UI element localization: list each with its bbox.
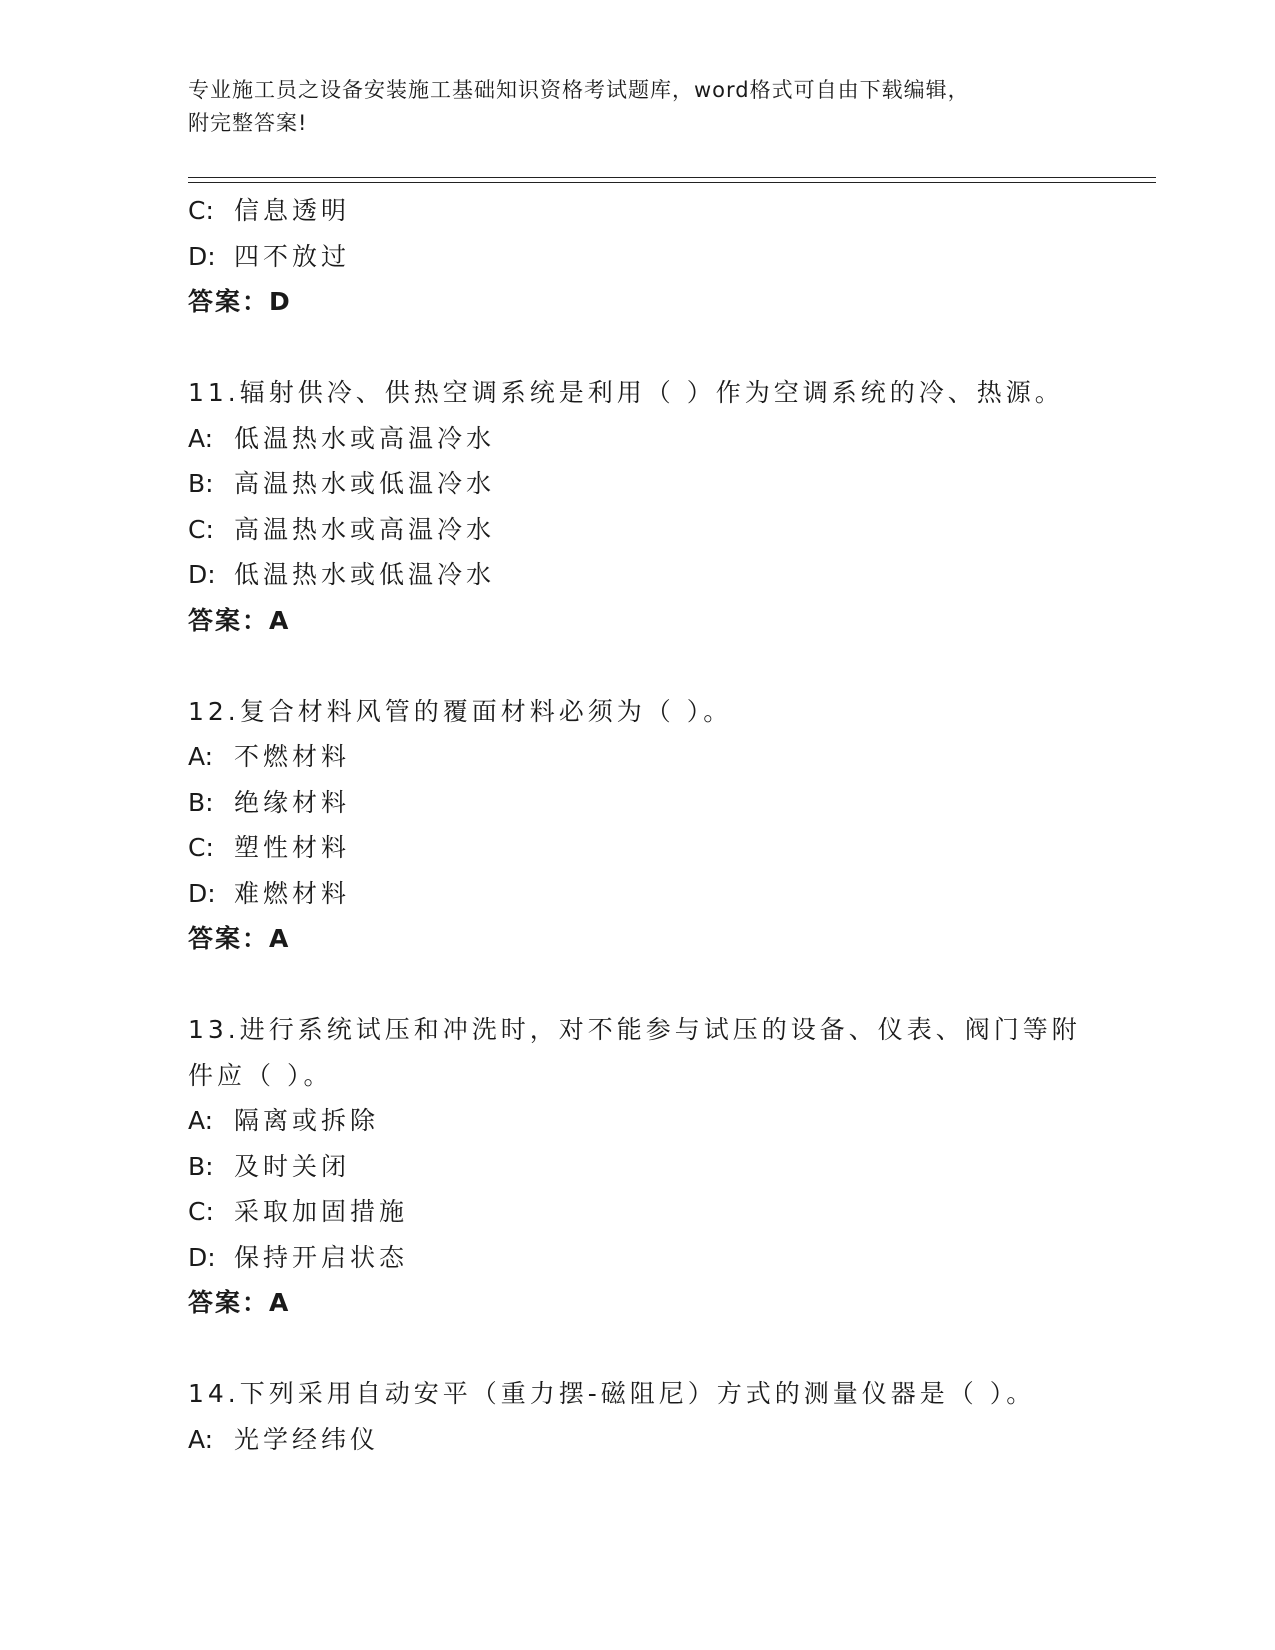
header-divider-top	[188, 177, 1156, 178]
spacer	[188, 325, 1148, 371]
header-divider-bottom	[188, 182, 1156, 183]
option-line	[188, 1098, 1148, 1144]
option-text: 塑性材料	[234, 833, 351, 862]
option-letter: D:	[188, 241, 216, 271]
answer-line: 答案：D	[188, 287, 292, 316]
option-letter: A:	[188, 1424, 214, 1454]
option-letter: D:	[188, 878, 216, 908]
option-line	[188, 780, 1148, 826]
option-letter: B:	[188, 787, 214, 817]
spacer	[188, 643, 1148, 689]
option-text: 高温热水或低温冷水	[234, 469, 496, 498]
option-letter: A:	[188, 1106, 214, 1135]
option-line	[188, 1144, 1148, 1190]
option-text: 低温热水或高温冷水	[234, 423, 496, 453]
question-stem-continued: 件应（ ）。	[188, 1060, 333, 1090]
option-line	[188, 552, 1148, 598]
option-line	[188, 825, 1148, 871]
question-stem: 12.复合材料风管的覆面材料必须为（ ）。	[188, 696, 733, 726]
option-letter: A:	[188, 423, 214, 453]
option-letter: B:	[188, 469, 214, 498]
option-text: 信息透明	[234, 196, 351, 225]
option-line	[188, 234, 1148, 280]
question-stem: 13.进行系统试压和冲洗时，对不能参与试压的设备、仪表、阀门等附	[188, 1015, 1081, 1044]
option-letter: B:	[188, 1151, 214, 1181]
option-text: 及时关闭	[234, 1151, 351, 1181]
option-line	[188, 1417, 1148, 1463]
option-line	[188, 507, 1148, 553]
answer-line: 答案：A	[188, 605, 291, 635]
option-letter: C:	[188, 196, 214, 225]
option-text: 高温热水或高温冷水	[234, 514, 496, 544]
option-text: 绝缘材料	[234, 787, 351, 817]
option-line	[188, 1235, 1148, 1281]
option-line	[188, 871, 1148, 917]
option-text: 不燃材料	[234, 742, 351, 771]
option-text: 四不放过	[234, 241, 351, 271]
option-letter: C:	[188, 1197, 214, 1226]
option-text: 低温热水或低温冷水	[234, 560, 496, 589]
document-header	[188, 74, 1088, 140]
option-line	[188, 734, 1148, 780]
option-text: 光学经纬仪	[234, 1424, 380, 1454]
spacer	[188, 962, 1148, 1008]
option-letter: C:	[188, 514, 214, 544]
option-line	[188, 461, 1148, 507]
question-stem: 11.辐射供冷、供热空调系统是利用（ ）作为空调系统的冷、热源。	[188, 378, 1064, 407]
question-stem: 14.下列采用自动安平（重力摆-磁阻尼）方式的测量仪器是（ ）。	[188, 1379, 1036, 1408]
spacer	[188, 1326, 1148, 1372]
answer-line: 答案：A	[188, 1288, 291, 1317]
option-letter: C:	[188, 833, 214, 862]
question-list	[188, 188, 1148, 1462]
option-text: 难燃材料	[234, 878, 351, 908]
option-line	[188, 188, 1148, 234]
option-letter: A:	[188, 742, 214, 771]
option-letter: D:	[188, 1242, 216, 1272]
header-line-1: 专业施工员之设备安装施工基础知识资格考试题库，word格式可自由下载编辑，	[188, 78, 970, 102]
option-line	[188, 1189, 1148, 1235]
option-letter: D:	[188, 560, 216, 589]
option-text: 保持开启状态	[234, 1242, 409, 1272]
header-line-2: 附完整答案!	[188, 111, 308, 135]
option-line	[188, 416, 1148, 462]
option-text: 隔离或拆除	[234, 1106, 380, 1135]
answer-line: 答案：A	[188, 924, 291, 953]
option-text: 采取加固措施	[234, 1197, 409, 1226]
